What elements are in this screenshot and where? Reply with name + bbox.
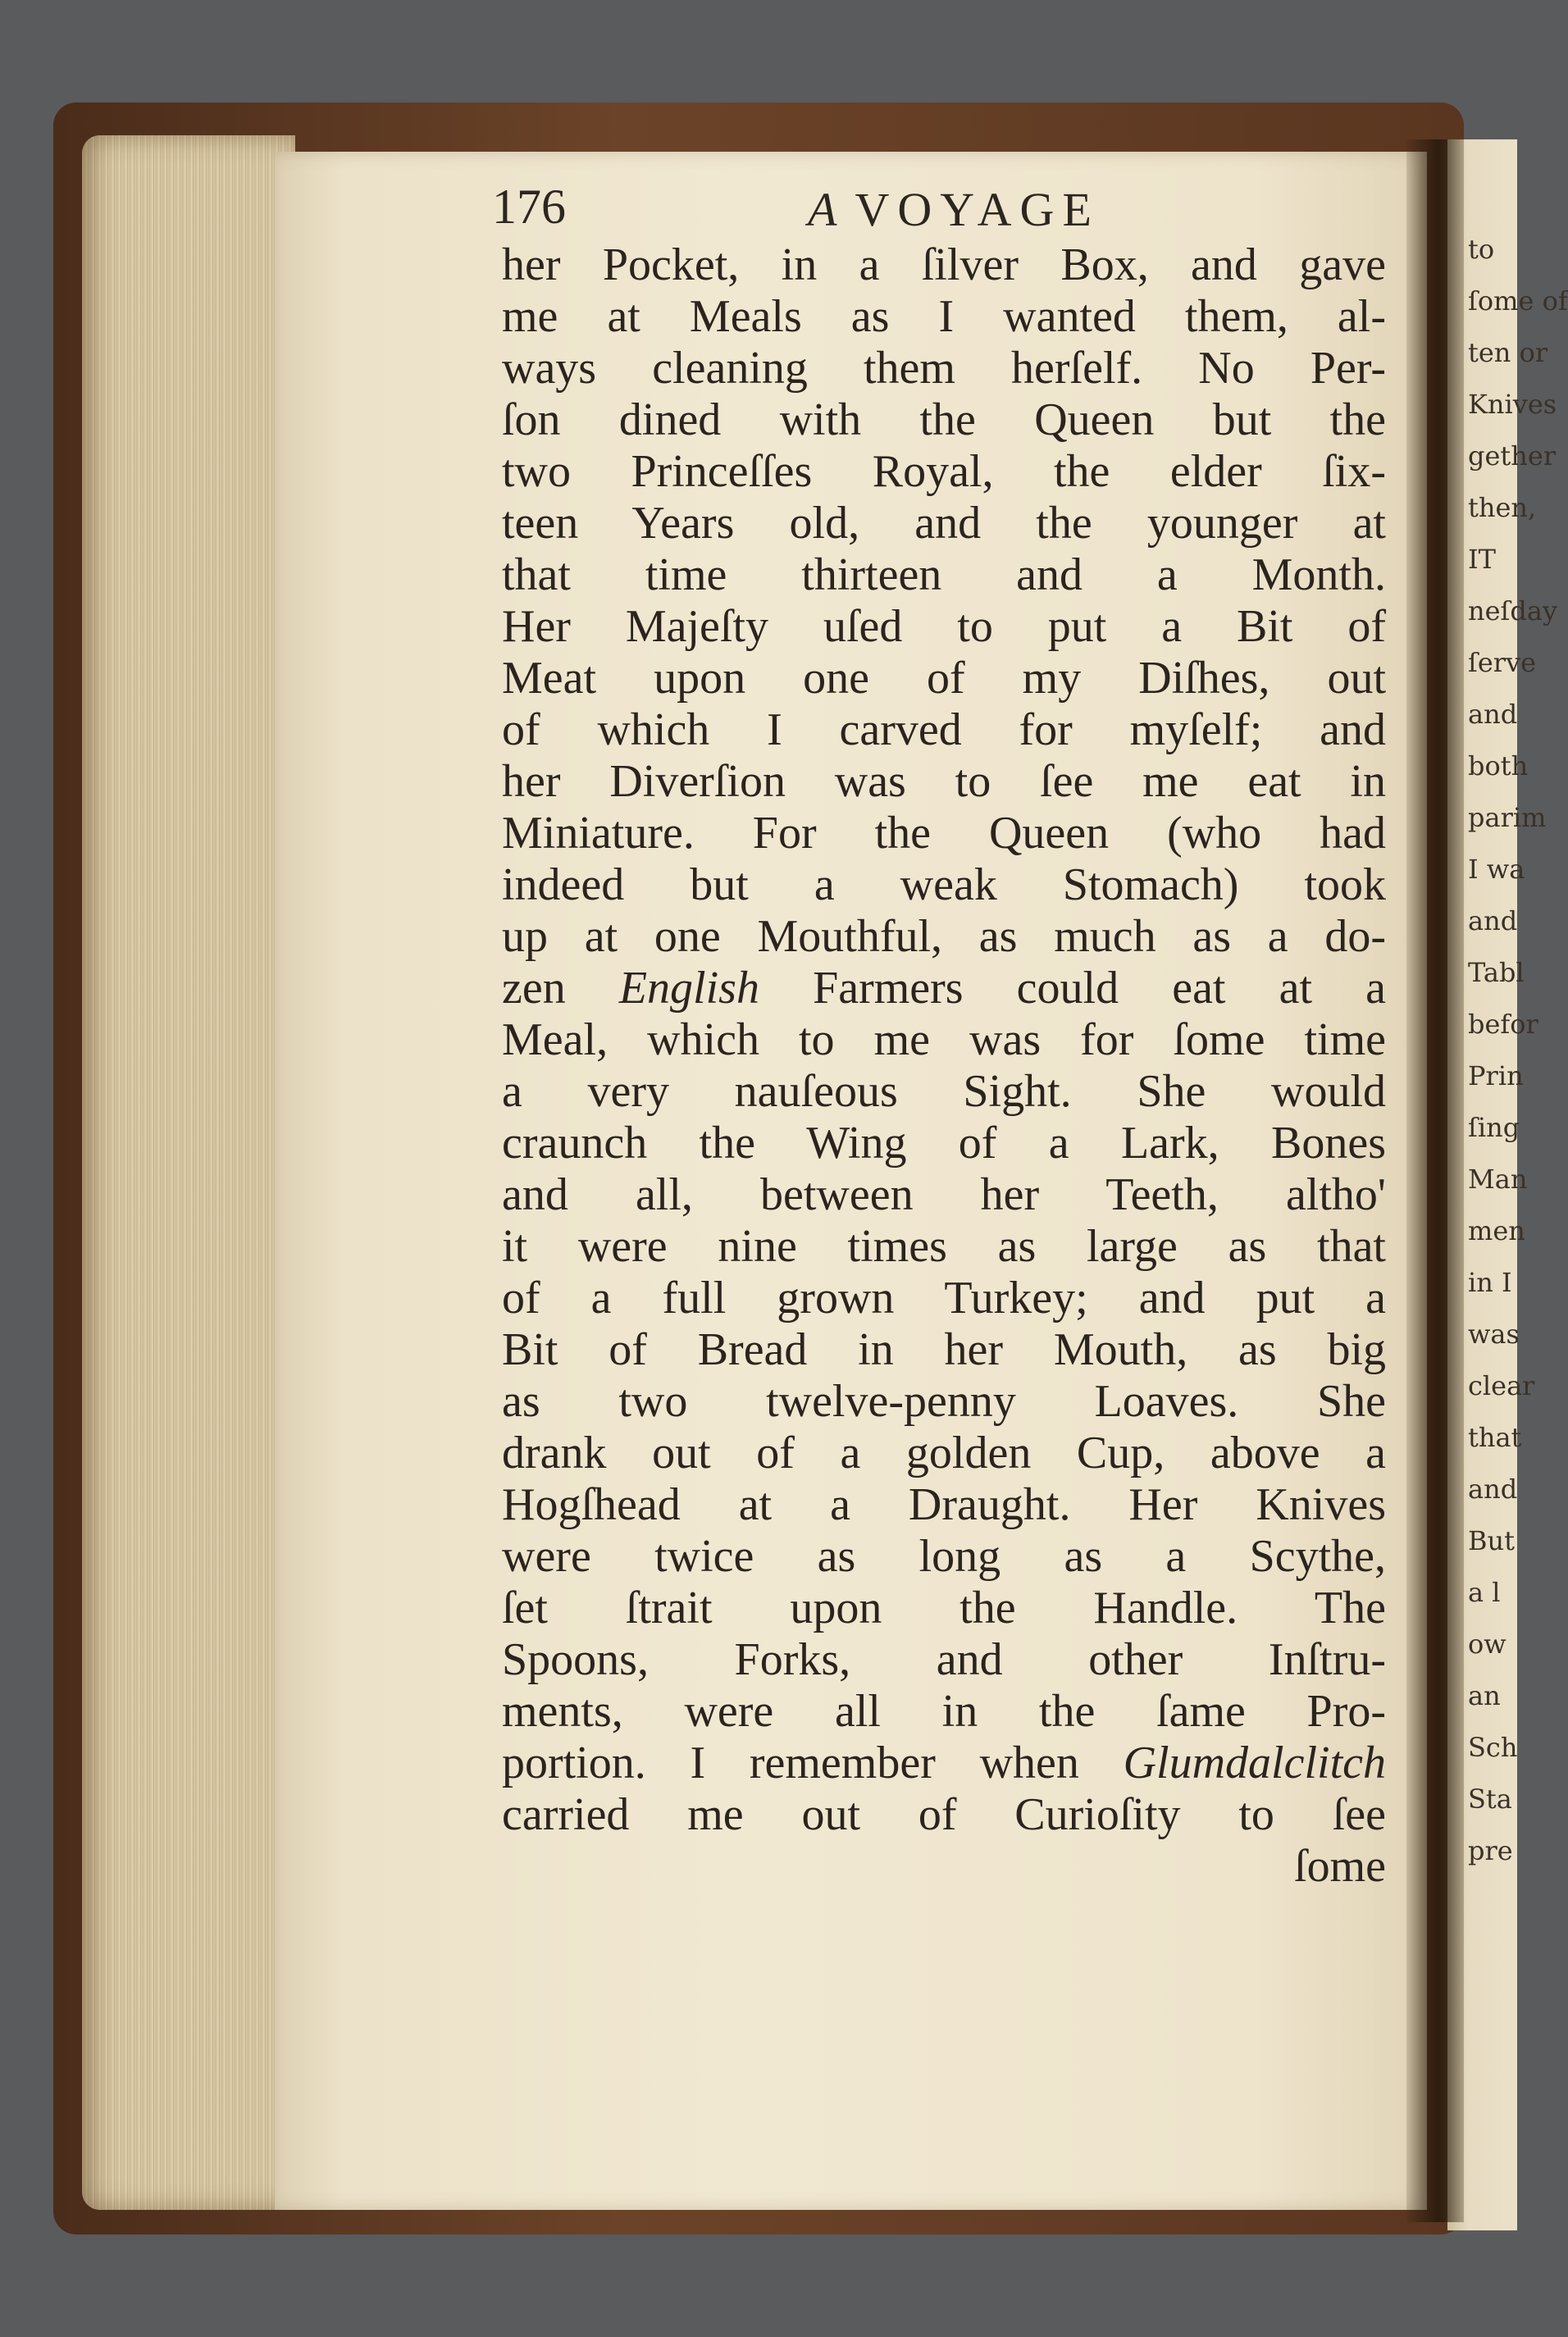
text-line: it were nine times as large as that xyxy=(502,1221,1386,1272)
catchword: ſome xyxy=(1294,1841,1386,1892)
facing-page-fragment: ſing xyxy=(1468,1112,1520,1143)
text-line: Her Majeſty uſed to put a Bit of xyxy=(502,601,1386,652)
facing-page-fragment: in I xyxy=(1468,1267,1512,1298)
facing-page-fragment: gether xyxy=(1468,440,1557,472)
text-line: as two twelve-penny Loaves. She xyxy=(502,1376,1386,1427)
text-line: that time thirteen and a Month. xyxy=(502,549,1386,600)
text-line: indeed but a weak Stomach) took xyxy=(502,859,1386,910)
text-line: Meal, which to me was for ſome time xyxy=(502,1014,1386,1065)
facing-page-fragment: that xyxy=(1468,1422,1522,1453)
text-line: Meat upon one of my Diſhes, out xyxy=(502,653,1386,704)
text-line: ways cleaning them herſelf. No Per- xyxy=(502,343,1386,394)
facing-page-fragment: ſerve xyxy=(1468,647,1537,678)
running-head-title: VOYAGE xyxy=(855,183,1100,236)
facing-page-fragment: ow xyxy=(1468,1629,1506,1660)
page-edges xyxy=(82,135,295,2210)
facing-page-fragment: Tabl xyxy=(1468,957,1525,988)
running-head-article: A xyxy=(808,183,837,236)
facing-page-fragment: men xyxy=(1468,1215,1525,1246)
facing-page-fragment: neſday xyxy=(1468,595,1558,626)
running-head xyxy=(808,182,1100,237)
facing-page-fragment: and xyxy=(1468,905,1518,936)
facing-page-fragment: pre xyxy=(1468,1835,1513,1866)
text-line: Hogſhead at a Draught. Her Knives xyxy=(502,1479,1386,1530)
text-line: Miniature. For the Queen (who had xyxy=(502,808,1386,859)
facing-page-fragment: Man xyxy=(1468,1164,1528,1195)
text-line: ments, were all in the ſame Pro- xyxy=(502,1686,1386,1737)
facing-page-fragment: and xyxy=(1468,1474,1518,1505)
text-line: up at one Mouthful, as much as a do- xyxy=(502,911,1386,962)
facing-page-fragment: Sta xyxy=(1468,1784,1512,1815)
text-line: portion. I remember when Glumdalclitch xyxy=(502,1738,1386,1788)
facing-page-fragment: both xyxy=(1468,750,1529,781)
text-line: a very nauſeous Sight. She would xyxy=(502,1066,1386,1117)
text-line: drank out of a golden Cup, above a xyxy=(502,1428,1386,1478)
facing-page-fragment: IT xyxy=(1468,544,1496,575)
facing-page-fragment: a l xyxy=(1468,1577,1501,1608)
facing-page-fragment: to xyxy=(1468,234,1495,265)
text-line: and all, between her Teeth, altho' xyxy=(502,1169,1386,1220)
facing-page-fragment: parim xyxy=(1468,802,1547,833)
facing-page-fragment: Prin xyxy=(1468,1060,1524,1091)
facing-page-fragment: I wa xyxy=(1468,854,1525,885)
body-text xyxy=(502,239,1386,1893)
facing-page-fragment: clear xyxy=(1468,1370,1535,1401)
facing-page-fragment: But xyxy=(1468,1525,1515,1556)
facing-page-fragment: Knives xyxy=(1468,389,1557,420)
facing-page-fragment: Sch xyxy=(1468,1732,1518,1763)
text-line: of which I carved for myſelf; and xyxy=(502,704,1386,755)
text-line: ſet ſtrait upon the Handle. The xyxy=(502,1583,1386,1633)
text-line: Spoons, Forks, and other Inſtru- xyxy=(502,1634,1386,1685)
text-line: her Diverſion was to ſee me eat in xyxy=(502,756,1386,807)
text-line: ſon dined with the Queen but the xyxy=(502,394,1386,445)
text-line: craunch the Wing of a Lark, Bones xyxy=(502,1118,1386,1168)
text-line: Bit of Bread in her Mouth, as big xyxy=(502,1324,1386,1375)
facing-page-fragment: ten or xyxy=(1468,337,1548,368)
text-line: of a full grown Turkey; and put a xyxy=(502,1273,1386,1323)
facing-page-fragment: then, xyxy=(1468,492,1537,523)
page-number: 176 xyxy=(492,180,566,234)
text-line: two Princeſſes Royal, the elder ſix- xyxy=(502,446,1386,497)
text-line: her Pocket, in a ſilver Box, and gave xyxy=(502,239,1386,290)
text-line: zen English Farmers could eat at a xyxy=(502,963,1386,1014)
facing-page-fragment: an xyxy=(1468,1680,1501,1711)
facing-page-fragment: was xyxy=(1468,1319,1520,1350)
text-line: teen Years old, and the younger at xyxy=(502,498,1386,549)
text-line: me at Meals as I wanted them, al- xyxy=(502,291,1386,342)
text-line: carried me out of Curioſity to ſee xyxy=(502,1789,1386,1840)
facing-page-fragment: befor xyxy=(1468,1009,1538,1040)
text-line: were twice as long as a Scythe, xyxy=(502,1531,1386,1582)
gutter-shadow xyxy=(1406,139,1464,2222)
facing-page-fragment: and xyxy=(1468,699,1518,730)
facing-page-fragment: ſome of xyxy=(1468,285,1568,317)
